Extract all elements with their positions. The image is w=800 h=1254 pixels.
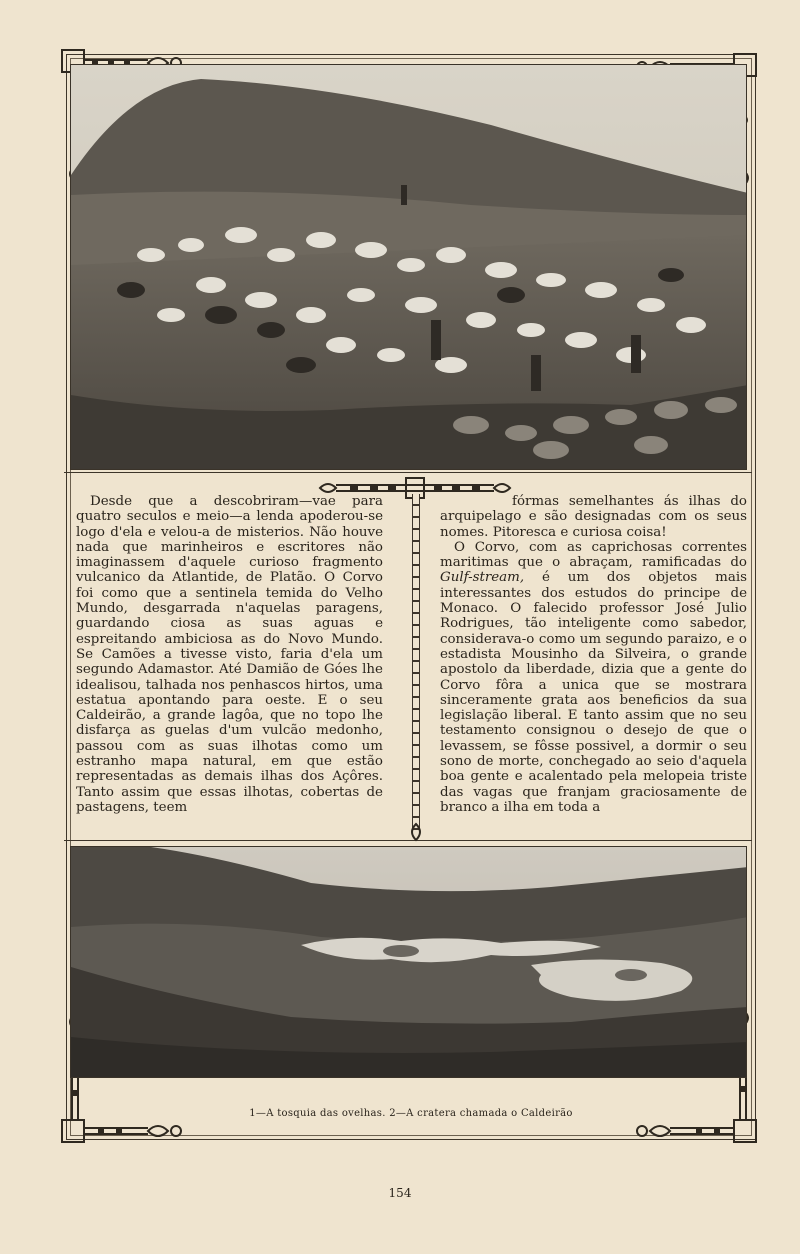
article-text: O Corvo, com as caprichosas correntes maritimas que o abraçam, ramificadas do bbox=[440, 539, 747, 571]
article-column-right bbox=[440, 494, 747, 815]
page-number: 154 bbox=[388, 1186, 412, 1200]
article-text: é um dos objetos mais interessantes dos estudos do principe de Monaco. O falecido professor José Julio Rodrigues, tão inteligente como sabedor, considerava-o como um segundo paraizo, e o estadista Mousinho da Silveira, o grande apostolo da liberdade, dizia que a gente do Corvo fôra a unica que se mostrara sinceramente grata aos beneficios da sua legislação liberal. E tanto assim que no seu testamento consignou o desejo de que o levassem, se fôsse possivel, a dormir o seu sono de morte, conchegado ao seio d'aquela boa gente e acalentado pela melopeia triste das vagas que franjam graciosamente de branco a ilha em toda a bbox=[440, 570, 747, 815]
photo-sheep-shearing bbox=[70, 64, 747, 470]
article-paragraph bbox=[440, 540, 747, 815]
article-paragraph-text: fórmas semelhantes ás ilhas do arquipelago e são designadas com os seus nomes. Pitoresca e curiosa coisa! bbox=[440, 494, 747, 540]
article-column-left bbox=[76, 494, 383, 815]
article-paragraph bbox=[440, 494, 747, 540]
photo-caption: 1—A tosquia das ovelhas. 2—A cratera chamada o Caldeirão bbox=[249, 1108, 573, 1119]
ornament-column-bottom-icon bbox=[406, 822, 426, 842]
photo-crater-caldeirao bbox=[70, 846, 747, 1078]
rule-under-photo-1 bbox=[64, 472, 752, 473]
column-divider bbox=[412, 494, 420, 830]
article-paragraph: Desde que a descobriram—vae para quatro seculos e meio—a lenda apoderou-se logo d'ela e velou-a de misterios. Não houve nada que marinheiros e escritores não imaginassem d'aquele curioso fragmento vulcanico da Atlantide, de Platão. O Corvo foi como que a sentinela temida do Velho Mundo, desgarrada n'aquelas paragens, guardando ciosa as suas aguas e espreitando ambiciosa as do Novo Mundo. Se Camões a tivesse visto, faria d'ela um segundo Adamastor. Até Damião de Góes lhe idealisou, talhada nos penhascos hirtos, uma estatua apontando para oeste. E o seu Caldeirão, a grande lagôa, que no topo lhe disfarça as guelas d'um vulcão medonho, passou com as suas ilhotas como um estranho mapa natural, em que estão representadas as demais ilhas dos Açôres. Tanto assim que essas ilhotas, cobertas de pastagens, teem bbox=[76, 494, 383, 815]
article-italic-text: Gulf-stream, bbox=[440, 570, 525, 586]
